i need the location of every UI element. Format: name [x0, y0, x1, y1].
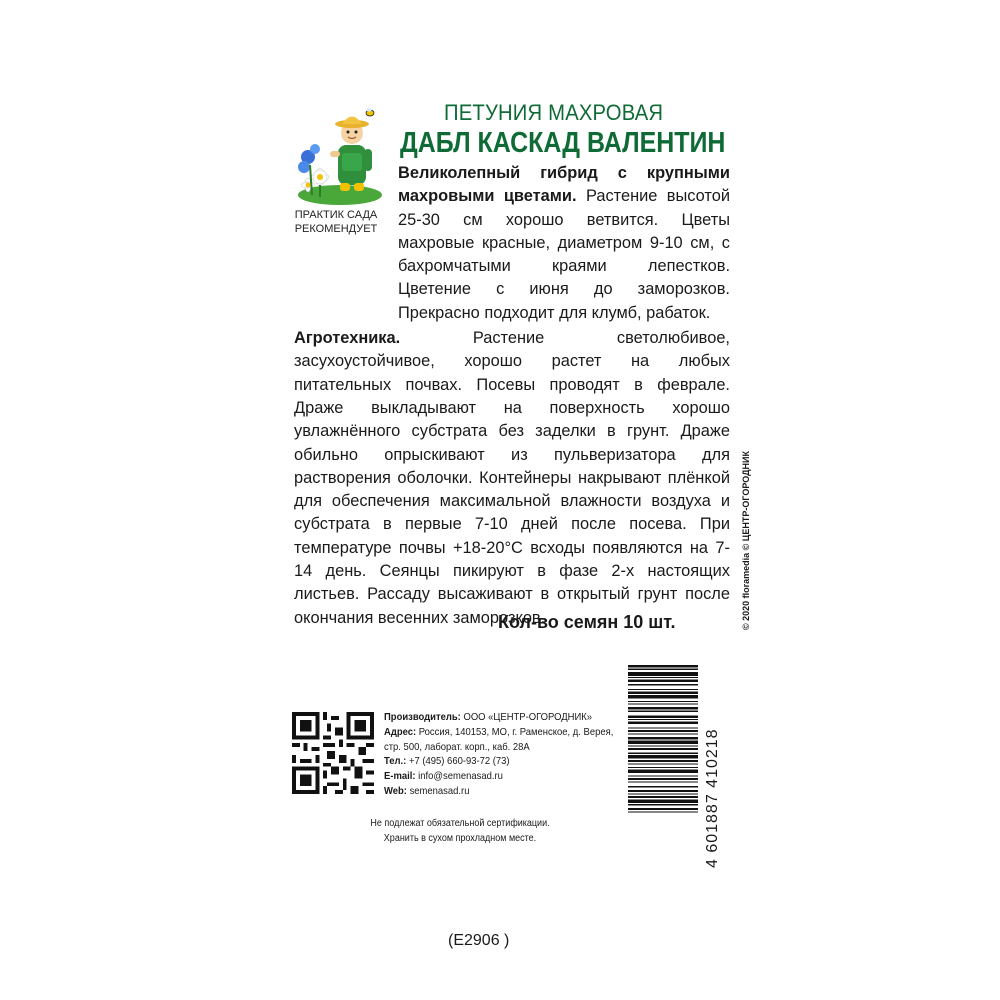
barcode-bar	[628, 672, 698, 676]
barcode-bar	[628, 775, 698, 776]
barcode-bar	[628, 793, 698, 794]
barcode-bar	[628, 707, 698, 709]
producer-line-web	[384, 784, 613, 799]
address-line1: Россия, 140153, МО, г. Раменское, д. Верея,	[418, 725, 614, 738]
producer-label: Производитель:	[384, 711, 461, 723]
barcode-bar	[628, 711, 698, 712]
barcode-bar	[628, 769, 698, 773]
tel-value: +7 (495) 660-93-72 (73)	[408, 755, 510, 768]
barcode-bar	[628, 808, 698, 810]
barcode-bar	[628, 781, 698, 782]
mascot-caption-line2: РЕКОМЕНДУЕТ	[294, 223, 378, 235]
tel-label: Тел.:	[384, 755, 407, 768]
barcode-bar	[628, 665, 698, 667]
producer-info	[384, 710, 613, 799]
producer-line-tel	[384, 754, 613, 769]
barcode-bar	[628, 719, 698, 720]
barcode-number: 4 601887 410218	[704, 728, 721, 868]
seed-quantity: Кол-во семян 10 шт.	[498, 612, 676, 632]
email-value[interactable]: info@semenasad.ru	[418, 770, 503, 783]
barcode-bar	[628, 715, 698, 717]
barcode-number-box	[700, 672, 730, 872]
barcode-bar	[628, 703, 698, 704]
agrotechnics-label: Агротехника.	[294, 329, 401, 348]
product-title-line1: ПЕТУНИЯ МАХРОВАЯ	[444, 100, 664, 125]
barcode-bar	[628, 689, 698, 690]
barcode-bar	[628, 745, 698, 746]
description-lead-text: Растение высотой 25-30 см хорошо ветвится. Цветы махровые красные, диаметром 9-10 см, с бахромчатыми краями лепестков. Цветение с июня до заморозков. Прекрасно подходит для клумб, рабаток.	[398, 187, 731, 322]
barcode-bar	[628, 727, 698, 728]
product-code: (E2906 )	[448, 932, 510, 949]
certification-note: Не подлежат обязательной сертификации.	[370, 818, 550, 829]
producer-line-email	[384, 769, 613, 784]
agrotechnics-text: Растение светолюбивое, засухоустойчивое, хорошо растет на любых питательных почвах. Посевы проводят в феврале. Драже выкладывают на поверхность хорошо увлажнённого субстрата без заделки в грунт. Драже обильно опрыскивают из пульверизатора для растворения оболочки. Контейнеры накрывают плёнкой для обеспечения максимальной влажности воздуха и субстрата в первые 7-10 дней после посева. При температуре почвы +18-20°С всходы появляются на 7-14 день. Сеянцы пикируют в фазе 2-х настоящих листьев. Рассаду высаживают в открытый грунт после окончания весенних заморозков.	[294, 329, 730, 627]
barcode-bar	[628, 701, 698, 702]
barcode-bar	[628, 684, 698, 685]
description-paragraph	[294, 162, 730, 325]
web-label: Web:	[384, 784, 407, 797]
copyright-text: © 2020 floramedia © ЦЕНТР-ОГОРОДНИК	[741, 451, 751, 630]
producer-name: ООО «ЦЕНТР-ОГОРОДНИК»	[463, 711, 593, 723]
barcode-bar	[628, 695, 698, 699]
barcode-bar	[628, 679, 698, 681]
barcode-bar	[628, 741, 698, 745]
barcode-bar	[628, 730, 698, 732]
email-label: E-mail:	[384, 770, 416, 783]
barcode-bar	[628, 804, 698, 805]
qr-code-icon	[292, 712, 374, 794]
barcode-bar	[628, 677, 698, 678]
barcode-bar	[628, 760, 698, 762]
producer-line-address2: стр. 500, лаборат. корп., каб. 28А	[384, 740, 530, 753]
description-lead-bold: Великолепный гибрид с крупными махровыми цветами.	[398, 164, 730, 206]
barcode-icon	[628, 665, 698, 865]
mascot-caption-line1: ПРАКТИК САДА	[294, 209, 378, 221]
barcode-bar	[628, 763, 698, 764]
barcode-bar	[628, 811, 698, 812]
producer-line-maker	[384, 710, 613, 725]
producer-line-address	[384, 725, 613, 740]
address-label: Адрес:	[384, 725, 417, 738]
barcode-bar	[628, 799, 698, 803]
barcode-bar	[628, 748, 698, 750]
storage-note	[361, 816, 559, 846]
barcode-bar	[628, 786, 698, 787]
barcode-bar	[628, 796, 698, 798]
copyright-vertical	[741, 420, 755, 640]
web-value[interactable]: semenasad.ru	[409, 784, 470, 797]
barcode-bar	[628, 767, 698, 768]
barcode-bar	[628, 753, 698, 754]
product-title-line2: ДАБЛ КАСКАД ВАЛЕНТИН	[400, 127, 726, 159]
barcode-bar	[628, 737, 698, 739]
barcode-bar	[628, 669, 698, 670]
barcode-bar	[628, 721, 698, 723]
barcode-bar	[628, 691, 698, 693]
barcode-bar	[628, 778, 698, 780]
barcode-bar	[628, 790, 698, 792]
agrotechnics-paragraph	[294, 327, 730, 630]
storage-instruction: Хранить в сухом прохладном месте.	[383, 833, 537, 844]
description-block	[294, 162, 730, 630]
barcode-bar	[628, 733, 698, 734]
barcode-bar	[628, 755, 698, 759]
